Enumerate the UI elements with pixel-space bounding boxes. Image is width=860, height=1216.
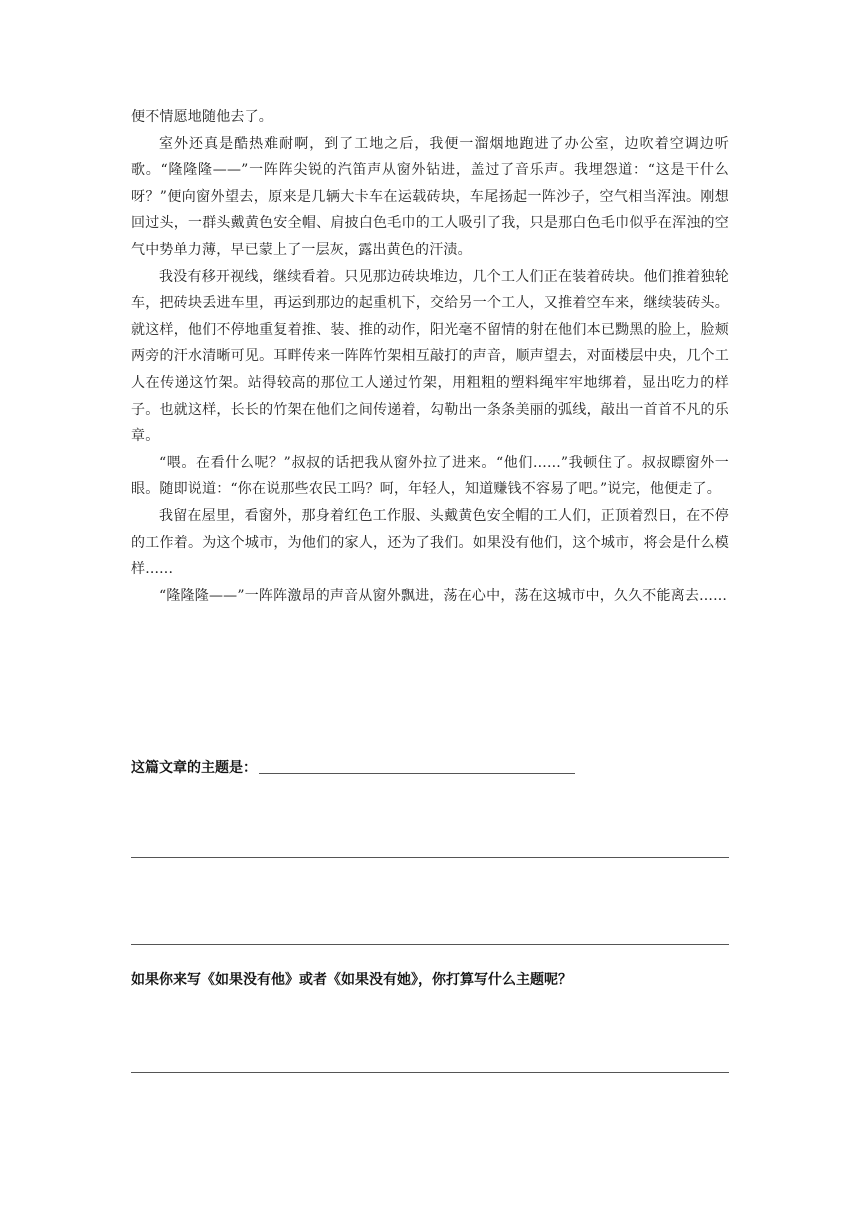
answer-line-2[interactable] — [131, 944, 729, 945]
paragraph-6: “隆隆隆——”一阵阵激昂的声音从窗外飘进，荡在心中，荡在这城市中，久久不能离去...... — [159, 587, 728, 604]
question-1-label: 这篇文章的主题是： — [131, 760, 257, 776]
question-2-label: 如果你来写《如果没有他》或者《如果没有她》，你打算写什么主题呢？ — [131, 972, 572, 988]
paragraph-2: 室外还真是酷热难耐啊，到了工地之后，我便一溜烟地跑进了办公室，边吹着空调边听歌。“隆隆隆——”一阵阵尖锐的汽笛声从窗外钻进，盖过了音乐声。我埋怨道：“这是干什么呀？”便向窗外望去，原来是几辆大卡车在运载砖块，车尾扬起一阵沙子，空气相当浑浊。刚想回过头，一群头戴黄色安全帽、肩披白色毛巾的工人吸引了我，只是那白色毛巾似乎在浑浊的空气中势单力薄，早已蒙上了一层灰，露出黄色的汗渍。 — [131, 135, 729, 258]
question-1 — [131, 758, 575, 778]
paragraph-3: 我没有移开视线，继续看着。只见那边砖块堆边，几个工人们正在装着砖块。他们推着独轮车，把砖块丢进车里，再运到那边的起重机下，交给另一个工人，又推着空车来，继续装砖头。就这样，他们不停地重复着推、装、推的动作，阳光毫不留情的射在他们本已黝黑的脸上，脸颊两旁的汗水清晰可见。耳畔传来一阵阵竹架相互敲打的声音，顺声望去，对面楼层中央，几个工人在传递这竹架。站得较高的那位工人递过竹架，用粗粗的塑料绳牢牢地绑着，显出吃力的样子。也就这样，长长的竹架在他们之间传递着，勾勒出一条条美丽的弧线，敲出一首首不凡的乐章。 — [131, 268, 729, 445]
answer-blank-inline[interactable] — [259, 772, 575, 774]
answer-line-1[interactable] — [131, 857, 729, 858]
paragraph-4: “喂。在看什么呢？”叔叔的话把我从窗外拉了进来。“他们......”我顿住了。叔叔瞟窗外一眼。随即说道：“你在说那些农民工吗？呵，年轻人，知道赚钱不容易了吧。”说完，他便走了。 — [131, 454, 729, 498]
question-2 — [131, 970, 572, 990]
answer-line-3[interactable] — [131, 1072, 729, 1073]
paragraph-1: 便不情愿地随他去了。 — [131, 109, 273, 125]
paragraph-5: 我留在屋里，看窗外，那身着红色工作服、头戴黄色安全帽的工人们，正顶着烈日，在不停的工作着。为这个城市，为他们的家人，还为了我们。如果没有他们，这个城市，将会是什么模样...... — [131, 507, 729, 578]
passage — [131, 104, 729, 609]
